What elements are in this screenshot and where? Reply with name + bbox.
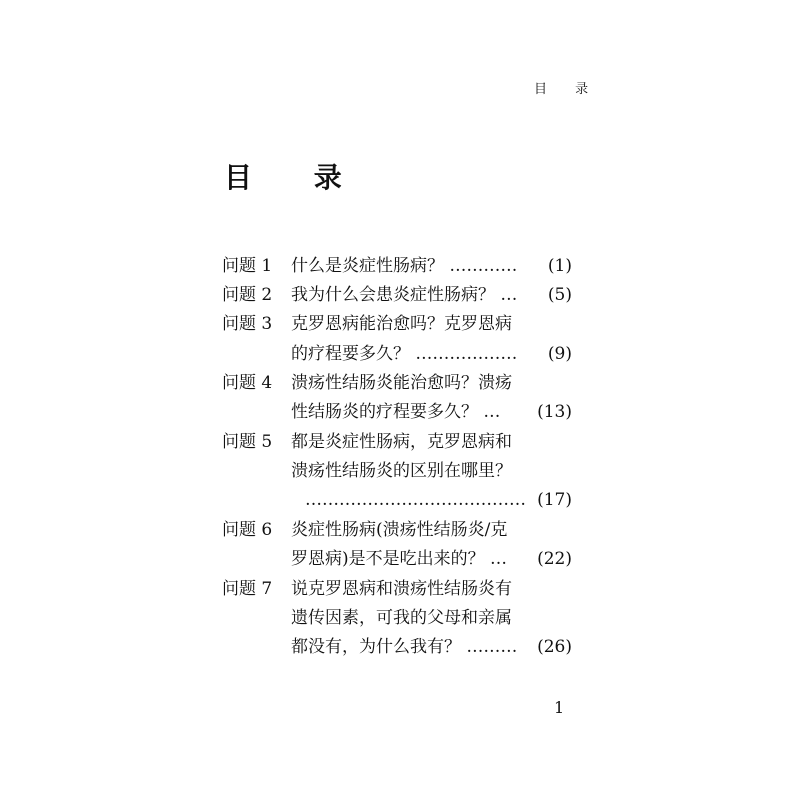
toc-entry <box>222 427 572 457</box>
toc-entry-number: 问题 5 <box>222 432 273 452</box>
toc-entry-text: 性结肠炎的疗程要多久？ … <box>291 402 501 422</box>
toc-entry-page: (13) <box>537 402 572 422</box>
toc-entry-page: (26) <box>537 637 572 657</box>
toc-entry-text: 说克罗恩病和溃疡性结肠炎有 <box>291 579 512 599</box>
toc-entry-number: 问题 7 <box>222 579 273 599</box>
toc-entry <box>222 368 572 398</box>
toc-entry-continuation <box>222 339 572 369</box>
toc-entry <box>222 309 572 339</box>
toc-entry-continuation <box>222 485 572 515</box>
toc-entry <box>222 280 572 310</box>
toc-entry-text: 都没有，为什么我有？ ……… <box>291 637 518 657</box>
toc-entry-page: (17) <box>537 490 572 510</box>
toc-entry-page: (1) <box>547 256 572 276</box>
toc-entry-continuation <box>222 456 572 486</box>
running-header: 目 录 <box>534 82 601 97</box>
toc-entry-continuation <box>222 544 572 574</box>
toc-entry-leader: ………………………………… <box>305 490 526 510</box>
toc-entry <box>222 251 572 281</box>
toc-entry-page: (9) <box>547 344 572 364</box>
toc-entry-text: 的疗程要多久？ ……………… <box>291 344 518 364</box>
toc-entry-text: 罗恩病)是不是吃出来的？ … <box>291 549 508 569</box>
toc-entry-number: 问题 3 <box>222 314 273 334</box>
toc-title: 目 录 <box>224 161 368 194</box>
toc-entry-number: 问题 1 <box>222 256 273 276</box>
toc-entry-text: 炎症性肠病(溃疡性结肠炎/克 <box>291 520 508 540</box>
toc-entry-continuation <box>222 632 572 662</box>
page-number: 1 <box>554 698 565 717</box>
toc-entry-text: 我为什么会患炎症性肠病？ … <box>291 285 518 305</box>
toc-entry-number: 问题 6 <box>222 520 273 540</box>
toc-entry-text: 都是炎症性肠病，克罗恩病和 <box>291 432 512 452</box>
toc-entry-text: 克罗恩病能治愈吗？克罗恩病 <box>291 314 512 334</box>
toc-entry-continuation <box>222 397 572 427</box>
toc-entry-page: (22) <box>537 549 572 569</box>
toc-entry-number: 问题 2 <box>222 285 273 305</box>
toc-entry-text: 溃疡性结肠炎能治愈吗？溃疡 <box>291 373 512 393</box>
toc-entry-page: (5) <box>547 285 572 305</box>
toc-entry-number: 问题 4 <box>222 373 273 393</box>
toc-entry-continuation <box>222 603 572 633</box>
toc-entry-text: 遗传因素，可我的父母和亲属 <box>291 608 512 628</box>
toc-entry <box>222 515 572 545</box>
toc-entry <box>222 574 572 604</box>
toc-entry-text: 什么是炎症性肠病？ ………… <box>291 256 518 276</box>
toc-entry-text: 溃疡性结肠炎的区别在哪里？ <box>291 461 512 481</box>
